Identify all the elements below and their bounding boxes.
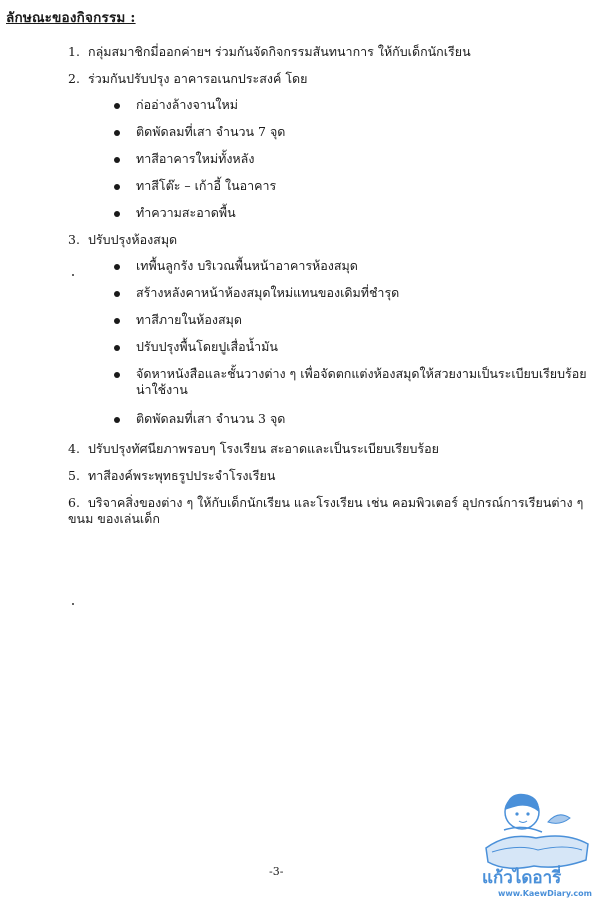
sub-item: ติดพัดลมที่เสา จำนวน 7 จุด [136,124,286,139]
list-item-5 [68,468,275,484]
item-text: ทาสีองค์พระพุทธรูปประจำโรงเรียน [88,468,276,483]
list-item-6 [68,495,588,527]
sub-item: ทำความสะอาดพื้น [136,205,236,220]
item-number: 4. [68,441,80,456]
item-number: 6. [68,495,80,510]
item-number: 5. [68,468,80,483]
list-item-1 [68,44,471,60]
sub-item: ทาสีอาคารใหม่ทั้งหลัง [136,151,255,166]
bullet-icon [114,157,120,163]
bullet-icon [114,264,120,270]
item-text: บริจาคสิ่งของต่าง ๆ ให้กับเด็กนักเรียน และโรงเรียน เช่น คอมพิวเตอร์ อุปกรณ์การเรียนต่าง ๆ ขนม ของเล่นเด็ก [68,495,584,526]
bullet-icon [114,184,120,190]
bullet-icon [114,291,120,297]
sub-item: เทพื้นลูกรัง บริเวณพื้นหน้าอาคารห้องสมุด [136,258,358,273]
bullet-icon [114,318,120,324]
section-heading: ลักษณะของกิจกรรม : [6,10,136,26]
sub-item: ก่ออ่างล้างจานใหม่ [136,97,238,112]
sub-item: จัดหาหนังสือและชั้นวางต่าง ๆ เพื่อจัดตกแต่งห้องสมุดให้สวยงามเป็นระเบียบเรียบร้อยน่าใช้งาน [136,366,587,397]
stamp-url-text: www.KaewDiary.com [498,889,592,898]
bullet-icon [114,103,120,109]
sub-item: ติดพัดลมที่เสา จำนวน 3 จุด [136,411,286,426]
item-number: 1. [68,44,80,59]
bullet-icon [114,372,120,378]
sub-item: ทาสีภายในห้องสมุด [136,312,242,327]
kaewdiary-watermark-logo [478,782,596,900]
stamp-brand-text: แก้วไดอารี่ [482,868,562,888]
bullet-icon [114,417,120,423]
item-text: ปรับปรุงห้องสมุด [88,232,178,247]
page-number: -3- [269,865,284,878]
bullet-icon [114,345,120,351]
item-text: กลุ่มสมาชิกมี่ออกค่ายฯ ร่วมกันจัดกิจกรรมสันทนาการ ให้กับเด็กนักเรียน [88,44,471,59]
scan-speck [72,274,74,276]
item-text: ปรับปรุงทัศนียภาพรอบๆ โรงเรียน สะอาดและเป็นระเบียบเรียบร้อย [88,441,439,456]
list-item-3 [68,232,177,248]
item-text: ร่วมกันปรับปรุง อาคารอเนกประสงค์ โดย [88,71,308,86]
item-number: 3. [68,232,80,247]
item-number: 2. [68,71,80,86]
sub-item: ทาสีโต๊ะ – เก้าอี้ ในอาคาร [136,178,277,193]
sub-item: ปรับปรุงพื้นโดยปูเสื่อน้ำมัน [136,339,278,354]
scan-speck [72,603,74,605]
list-item-4 [68,441,439,457]
bullet-icon [114,211,120,217]
list-item-2 [68,71,308,87]
sub-item: สร้างหลังคาหน้าห้องสมุดใหม่แทนของเดิมที่ชำรุด [136,285,400,300]
bullet-icon [114,130,120,136]
